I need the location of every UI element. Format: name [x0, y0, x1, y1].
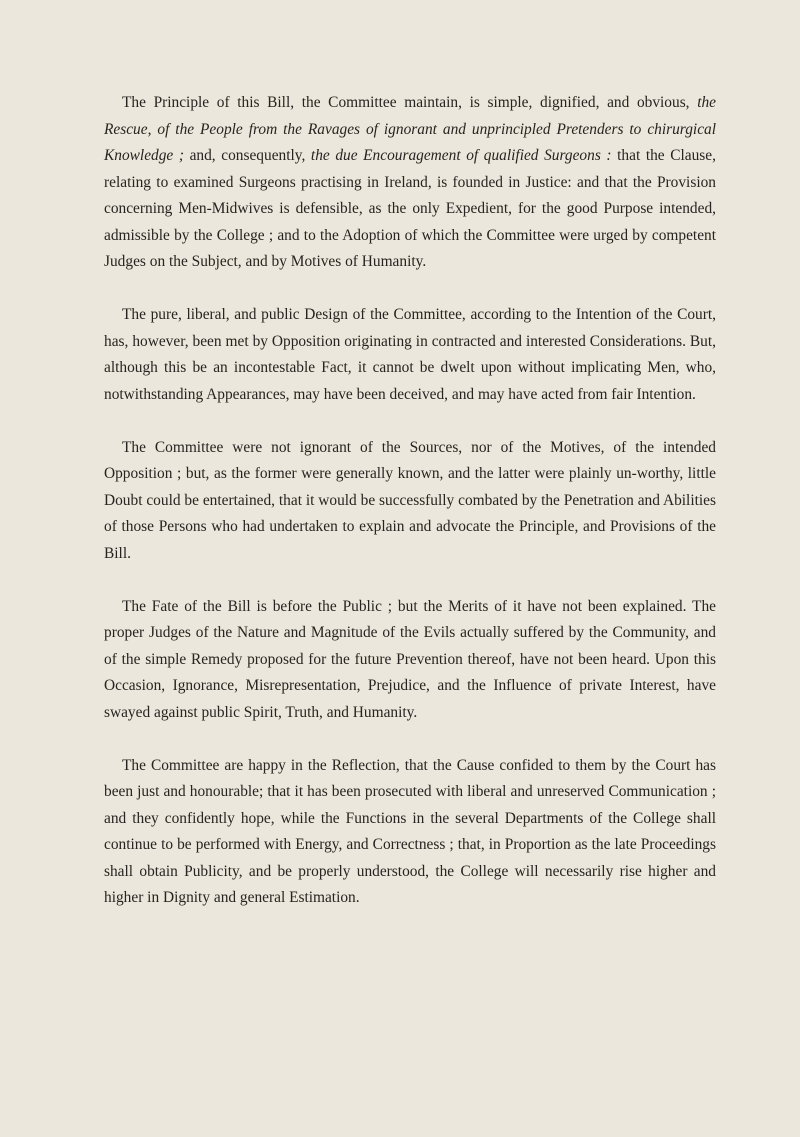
italic-text-segment: the due Encouragement of qualified Surgeons : [310, 147, 612, 164]
text-segment: The Principle of this Bill, the Committee maintain, is simple, dignified, and obvious, [122, 94, 698, 111]
paragraph-principle-of-bill [104, 90, 716, 276]
paragraph-committee-reflection [104, 753, 716, 912]
paragraph-design-of-committee [104, 302, 716, 408]
paragraph-intended-opposition [104, 435, 716, 568]
body-text [104, 90, 716, 912]
text-segment: The Fate of the Bill is before the Public ; but the Merits of it have not been explained. The proper Judges of the Nature and Magnitude of the Evils actually suffered by the Community, and of the simple Remedy proposed for the future Prevention thereof, have not been heard. Upon this Occasion, Ignorance, Misrepresentation, Prejudice, and the Influence of private Interest, have swayed against public Spirit, Truth, and Humanity. [104, 597, 716, 721]
text-segment: The Committee were not ignorant of the Sources, nor of the Motives, of the intended Opposition ; but, as the former were generally known, and the latter were plainly un-worthy, little Doubt could be entertained, that it would be successfully combated by the Penetration and Abilities of those Persons who had undertaken to explain and advocate the Principle, and Provisions of the Bill. [104, 438, 716, 562]
italic-text-segment: the Rescue, of the People from the Ravages of ignorant and unprincipled Pretenders to chirurgical Knowledge ; [104, 94, 716, 164]
text-segment: that the Clause, relating to examined Surgeons practising in Ireland, is founded in Justice: and that the Provision concerning Men-Midwives is defensible, as the only Expedient, for the good Purpose intended, admissible by the College ; and to the Adoption of which the Committee were urged by competent Judges on the Subject, and by Motives of Humanity. [104, 147, 716, 270]
text-segment: and, consequently, [183, 147, 311, 164]
paragraph-fate-of-bill [104, 594, 716, 727]
text-segment: The pure, liberal, and public Design of the Committee, according to the Intention of the Court, has, however, been met by Opposition originating in contracted and interested Considerations. But, although this be an incontestable Fact, it cannot be dwelt upon without implicating Men, who, notwithstanding Appearances, may have been deceived, and may have acted from fair Intention. [104, 306, 716, 403]
text-segment: The Committee are happy in the Reflection, that the Cause confided to them by the Court has been just and honourable; that it has been prosecuted with liberal and unreserved Communication ; and they confidently hope, while the Functions in the several Departments of the College shall continue to be performed with Energy, and Correctness ; that, in Proportion as the late Proceedings shall obtain Publicity, and be properly understood, the College will necessarily rise higher and higher in Dignity and general Estimation. [104, 756, 716, 907]
